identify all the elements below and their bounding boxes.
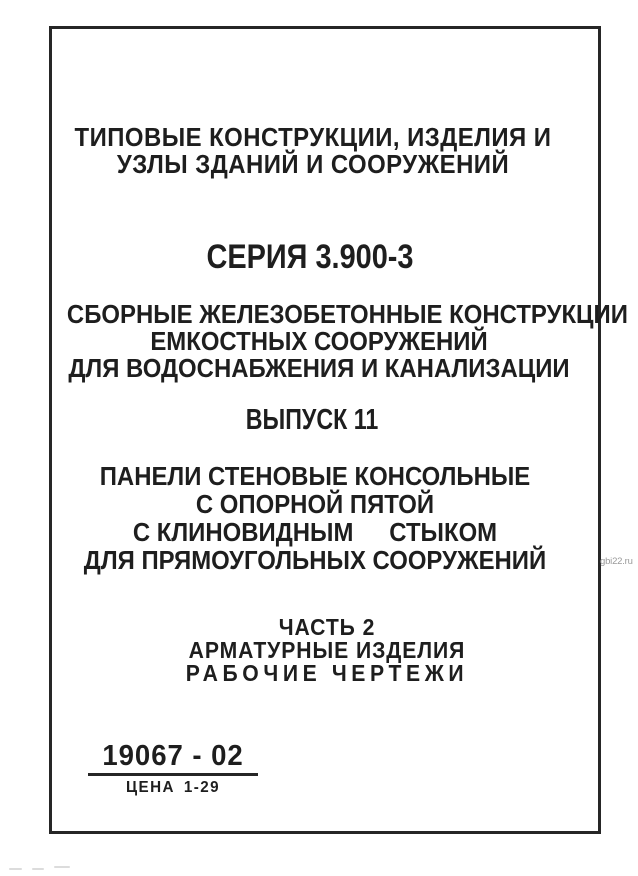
subtitle-line-3: ДЛЯ ВОДОСНАБЖЕНИЯ И КАНАЛИЗАЦИИ: [68, 353, 570, 383]
header-line-2: УЗЛЫ ЗДАНИЙ И СООРУЖЕНИЙ: [116, 149, 510, 179]
document-number-block: [88, 741, 258, 797]
scan-artifact: [32, 868, 44, 870]
part-line-2: АРМАТУРНЫЕ ИЗДЕЛИЯ: [188, 637, 466, 663]
content-line-2: С ОПОРНОЙ ПЯТОЙ: [195, 489, 435, 519]
content-line-4: ДЛЯ ПРЯМОУГОЛЬНЫХ СООРУЖЕНИЙ: [83, 545, 547, 575]
scan-artifact: [9, 868, 22, 870]
issue-label-text: ВЫПУСК 11: [245, 404, 379, 436]
content-title: [41, 462, 589, 574]
issue-label: [38, 404, 586, 436]
site-watermark: gbi22.ru: [600, 556, 633, 567]
document-subtitle: [45, 299, 628, 383]
document-header: [39, 124, 587, 178]
document-number: 19067 - 02: [102, 740, 244, 772]
series-title-text: СЕРИЯ 3.900-3: [206, 238, 414, 276]
subtitle-line-2: ЕМКОСТНЫХ СООРУЖЕНИЙ: [150, 326, 488, 356]
part-section: [53, 616, 601, 685]
content-line-1: ПАНЕЛИ СТЕНОВЫЕ КОНСОЛЬНЫЕ: [99, 461, 531, 491]
price-label: ЦЕНА 1-29: [125, 779, 221, 796]
subtitle-line-1: СБОРНЫЕ ЖЕЛЕЗОБЕТОННЫЕ КОНСТРУКЦИИ: [66, 299, 628, 329]
content-line-3: С КЛИНОВИДНЫМ СТЫКОМ: [132, 517, 498, 547]
header-line-1: ТИПОВЫЕ КОНСТРУКЦИИ, ИЗДЕЛИЯ И: [74, 122, 552, 152]
scan-artifact: [54, 866, 70, 868]
part-line-3: РАБОЧИЕ ЧЕРТЕЖИ: [185, 660, 469, 686]
part-line-1: ЧАСТЬ 2: [278, 614, 376, 640]
series-title: [36, 238, 584, 276]
number-underline: [88, 773, 258, 776]
